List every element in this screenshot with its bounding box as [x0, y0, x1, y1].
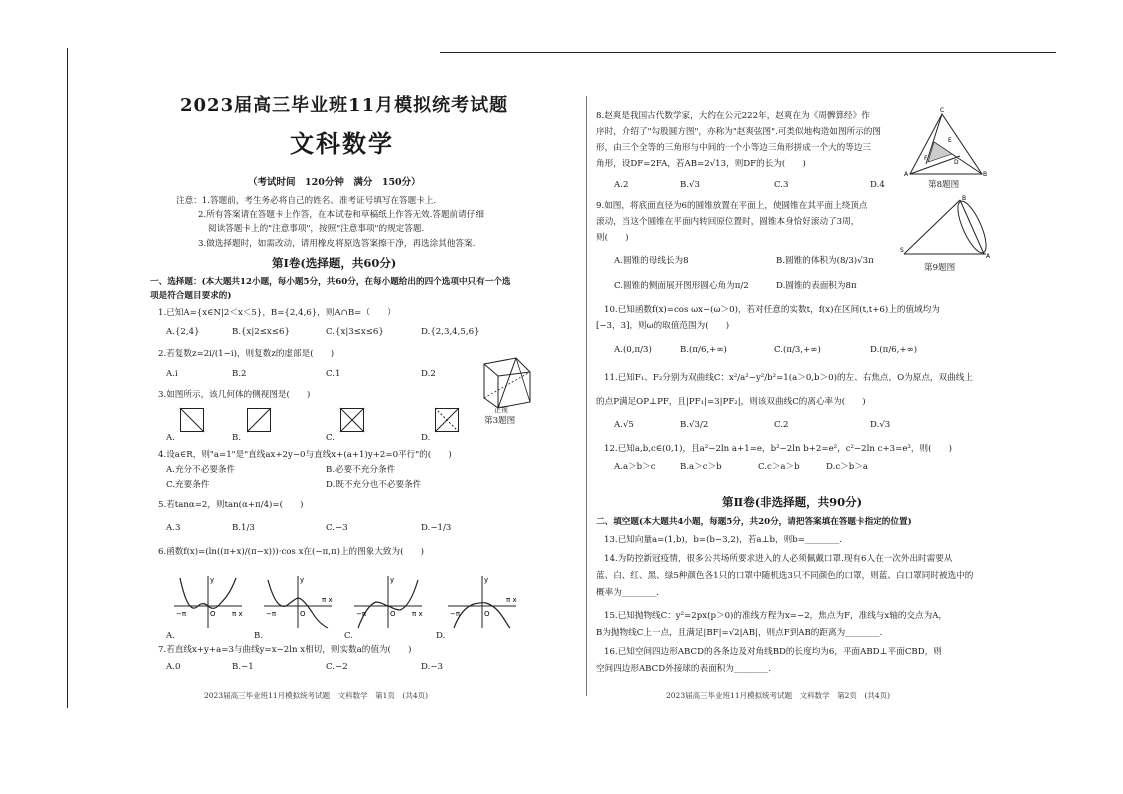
q7-option-c: C.−2 — [326, 662, 348, 672]
svg-text:π x: π x — [322, 596, 333, 604]
q5-stem: 5.若tanα=2，则tan(α+π/4)=( ) — [158, 500, 304, 510]
part1-title: 第Ⅰ卷(选择题，共60分) — [272, 256, 397, 270]
q9-line-1: 9.如图，将底面直径为6的圆锥放置在平面上，使圆锥在其平面上绕顶点 — [596, 201, 868, 211]
q12-option-c: C.c＞a＞b — [758, 462, 800, 472]
q9-line-2: 滚动，当这个圆锥在平面内转回原位置时，圆锥本身恰好滚动了3周， — [596, 217, 860, 227]
q10-line-1: 10.已知函数f(x)=cos ωx−(ω＞0)，若对任意的实数t，f(x)在区间(t,t+6)上的值域均为 — [604, 305, 940, 315]
q4-option-d: D.既不充分也不必要条件 — [326, 480, 422, 490]
q14-line-2: 蓝、白、红、黑、绿5种颜色各1只的口罩中随机选3只不同颜色的口罩，则蓝、白口罩同时被选中的 — [596, 571, 974, 581]
q14-line-3: 概率为________. — [596, 588, 659, 598]
q12-option-a: A.a＞b＞c — [614, 462, 656, 472]
q11-option-c: C.2 — [774, 420, 789, 430]
q9-line-3: 则( ) — [596, 233, 629, 243]
q7-stem: 7.若直线x+y+a=3与曲线y=x−2ln x相切，则实数a的值为( ) — [158, 645, 412, 655]
svg-text:D: D — [954, 159, 959, 166]
note-line-4: 3.做选择题时，如需改动，请用橡皮将原选答案擦干净，再选涂其他答案. — [198, 239, 476, 249]
q6-stem: 6.函数f(x)=(ln((π+x)/(π−x)))·cos x在(−π,π)上的图象大致为( ) — [158, 547, 424, 557]
q5-option-d: D.−1/3 — [421, 523, 452, 533]
svg-text:π x: π x — [412, 610, 423, 618]
q2-option-d: D.2 — [421, 369, 436, 379]
q8-option-b: B.√3 — [680, 180, 700, 190]
footer-right: 2023届高三毕业班11月模拟统考试题 文科数学 第2页 (共4页) — [666, 691, 891, 700]
q8-figure-label: 第8题图 — [928, 180, 960, 190]
q9-option-d: D.圆锥的表面积为8π — [776, 281, 857, 291]
q9-figure — [900, 196, 992, 262]
svg-text:π x: π x — [506, 596, 517, 604]
q1-option-c: C.{x|3≤x≤6} — [326, 327, 384, 337]
q8-option-c: C.3 — [774, 180, 789, 190]
q9-option-b: B.圆锥的体积为(8/3)√3π — [776, 256, 874, 266]
svg-text:C: C — [940, 107, 945, 114]
part1-instruction-1: 一、选择题：(本大题共12小题，每小题5分，共60分，在每小题给出的四个选项中只有一个选 — [150, 277, 511, 287]
svg-text:S: S — [900, 247, 904, 254]
part1-instruction-2: 项是符合题目要求的) — [150, 291, 232, 301]
q5-option-b: B.1/3 — [232, 523, 255, 533]
q8-figure — [904, 107, 988, 178]
q9-figure-label: 第9题图 — [924, 263, 956, 273]
q8-option-a: A.2 — [614, 180, 629, 190]
q8-option-d: D.4 — [870, 180, 885, 190]
part2-instruction: 二、填空题(本大题共4小题，每题5分，共20分，请把答案填在答题卡指定的位置) — [596, 517, 912, 527]
q3-option-b: B. — [232, 433, 242, 443]
q12-stem: 12.已知a,b,c∈(0,1)，且a²−2ln a+1=e，b²−2ln b+2=e²，c²−2ln c+3=e³，则( ) — [604, 444, 952, 454]
svg-text:y: y — [300, 576, 305, 584]
q8-line-1: 8.赵爽是我国古代数学家，大约在公元222年，赵爽在为《周髀算经》作 — [596, 111, 870, 121]
q11-option-d: D.√3 — [870, 420, 891, 430]
footer-left: 2023届高三毕业班11月模拟统考试题 文科数学 第1页 (共4页) — [204, 691, 429, 700]
q3-figure-label: 第3题图 — [484, 416, 516, 426]
q14-line-1: 14.为防控新冠疫情，很多公共场所要求进入的人必须佩戴口罩.现有6人在一次外出时需要从 — [604, 554, 953, 564]
q4-stem: 4.设a∈R，则"a=1"是"直线ax+2y−0与直线x+(a+1)y+2=0平行"的( ) — [158, 450, 452, 460]
q3-view-label: 正视 — [494, 406, 508, 414]
part2-title: 第Ⅱ卷(非选择题，共90分) — [722, 495, 863, 509]
q12-option-d: D.c＞b＞a — [826, 462, 868, 472]
note-line-2: 2.所有答案请在答题卡上作答，在本试卷和草稿纸上作答无效.答题前请仔细 — [198, 210, 484, 220]
q1-stem: 1.已知A={x∈N|2＜x＜5}，B={2,4,6}，则A∩B=（ ） — [158, 308, 396, 318]
svg-text:y: y — [390, 576, 395, 584]
q5-option-c: C.−3 — [326, 523, 348, 533]
q16-line-1: 16.已知空间四边形ABCD的各条边及对角线BD的长度均为6，平面ABD⊥平面CBD，则 — [604, 647, 942, 657]
q6-option-c: C. — [344, 631, 354, 641]
q16-line-2: 空间四边形ABCD外接球的表面积为________. — [596, 664, 771, 674]
q10-option-b: B.(π/6,+∞) — [680, 345, 727, 355]
q15-line-1: 15.已知抛物线C：y²=2px(p＞0)的准线方程为x=−2，焦点为F，准线与x轴的交点为A， — [604, 611, 947, 621]
q15-line-2: B为抛物线C上一点，且满足|BF|=√2|AB|，则点F到AB的距离为________. — [596, 628, 883, 638]
svg-text:A: A — [904, 171, 909, 178]
exam-title: 2023届高三毕业班11月模拟统考试题 — [180, 95, 509, 116]
q10-option-d: D.(π/6,+∞) — [870, 345, 918, 355]
q12-option-b: B.a＞c＞b — [680, 462, 722, 472]
q11-option-a: A.√5 — [614, 420, 634, 430]
svg-text:−π: −π — [266, 610, 277, 618]
svg-text:−π: −π — [356, 610, 367, 618]
q13: 13.已知向量a=(1,b)，b=(b−3,2)，若a⊥b，则b=________. — [604, 535, 843, 545]
q8-line-2: 序时，介绍了"勾股圆方图"，亦称为"赵爽弦图".可类似地构造如图所示的图 — [596, 127, 881, 137]
subject-title: 文科数学 — [290, 129, 394, 158]
q7-option-d: D.−3 — [421, 662, 443, 672]
q10-option-a: A.(0,π/3) — [614, 345, 652, 355]
q3-option-a: A. — [166, 433, 175, 443]
svg-text:A: A — [986, 253, 991, 260]
svg-text:−π: −π — [450, 610, 461, 618]
q1-option-d: D.{2,3,4,5,6} — [421, 327, 480, 337]
q7-option-b: B.−1 — [232, 662, 254, 672]
svg-text:O: O — [484, 610, 490, 618]
svg-text:O: O — [390, 610, 396, 618]
svg-text:π x: π x — [232, 610, 243, 618]
q6-option-b: B. — [254, 631, 264, 641]
q1-option-b: B.{x|2≤x≤6} — [232, 327, 290, 337]
q11-line-1: 11.已知F₁、F₂分别为双曲线C：x²/a²−y²/b²=1(a＞0,b＞0)的左、右焦点，O为原点，双曲线上 — [604, 373, 973, 383]
q9-option-a: A.圆锥的母线长为8 — [614, 256, 689, 266]
svg-text:B: B — [962, 195, 967, 202]
svg-text:y: y — [210, 576, 215, 584]
svg-text:O: O — [210, 610, 216, 618]
svg-text:E: E — [948, 137, 952, 144]
svg-text:F: F — [924, 155, 928, 162]
q4-option-c: C.充要条件 — [166, 480, 210, 490]
q2-option-c: C.1 — [326, 369, 341, 379]
q7-option-a: A.0 — [166, 662, 181, 672]
q11-line-2: 的点P满足OP⊥PF，且|PF₁|=3|PF₂|，则该双曲线C的离心率为( ) — [596, 397, 866, 407]
note-line-3: 阅读答题卡上的"注意事项"，按照"注意事项"的规定答题. — [208, 224, 425, 234]
q8-line-4: 角形，设DF=2FA，若AB=2√13，则DF的长为( ) — [596, 159, 806, 169]
q10-option-c: C.(π/3,+∞) — [774, 345, 821, 355]
q5-option-a: A.3 — [166, 523, 181, 533]
q3-option-d: D. — [421, 433, 431, 443]
q4-option-b: B.必要不充分条件 — [326, 465, 396, 475]
svg-text:O: O — [300, 610, 306, 618]
q4-option-a: A.充分不必要条件 — [166, 465, 236, 475]
q6-option-d: D. — [436, 631, 446, 641]
svg-text:B: B — [983, 171, 988, 178]
exam-info: （考试时间 120分钟 满分 150分） — [248, 177, 421, 188]
q9-option-c: C.圆锥的侧面展开图形圆心角为π/2 — [614, 281, 749, 291]
q2-option-a: A.i — [166, 369, 178, 379]
q1-option-a: A.{2,4} — [166, 327, 200, 337]
q3-stem: 3.如图所示，该几何体的侧视图是( ) — [158, 390, 311, 400]
q2-stem: 2.若复数z=2i/(1−i)，则复数z的虚部是( ) — [158, 349, 335, 359]
q2-option-b: B.2 — [232, 369, 247, 379]
q11-option-b: B.√3/2 — [680, 420, 709, 430]
q6-option-a: A. — [166, 631, 175, 641]
svg-text:y: y — [484, 576, 489, 584]
note-line-1: 注意：1.答题前，考生务必将自己的姓名、准考证号填写在答题卡上. — [176, 196, 437, 206]
q10-line-2: [−3，3]，则ω的取值范围为( ) — [596, 321, 730, 331]
svg-text:−π: −π — [176, 610, 187, 618]
q8-line-3: 形，由三个全等的三角形与中间的一个小等边三角形拼成一个大的等边三 — [596, 143, 872, 153]
q3-option-c: C. — [326, 433, 336, 443]
